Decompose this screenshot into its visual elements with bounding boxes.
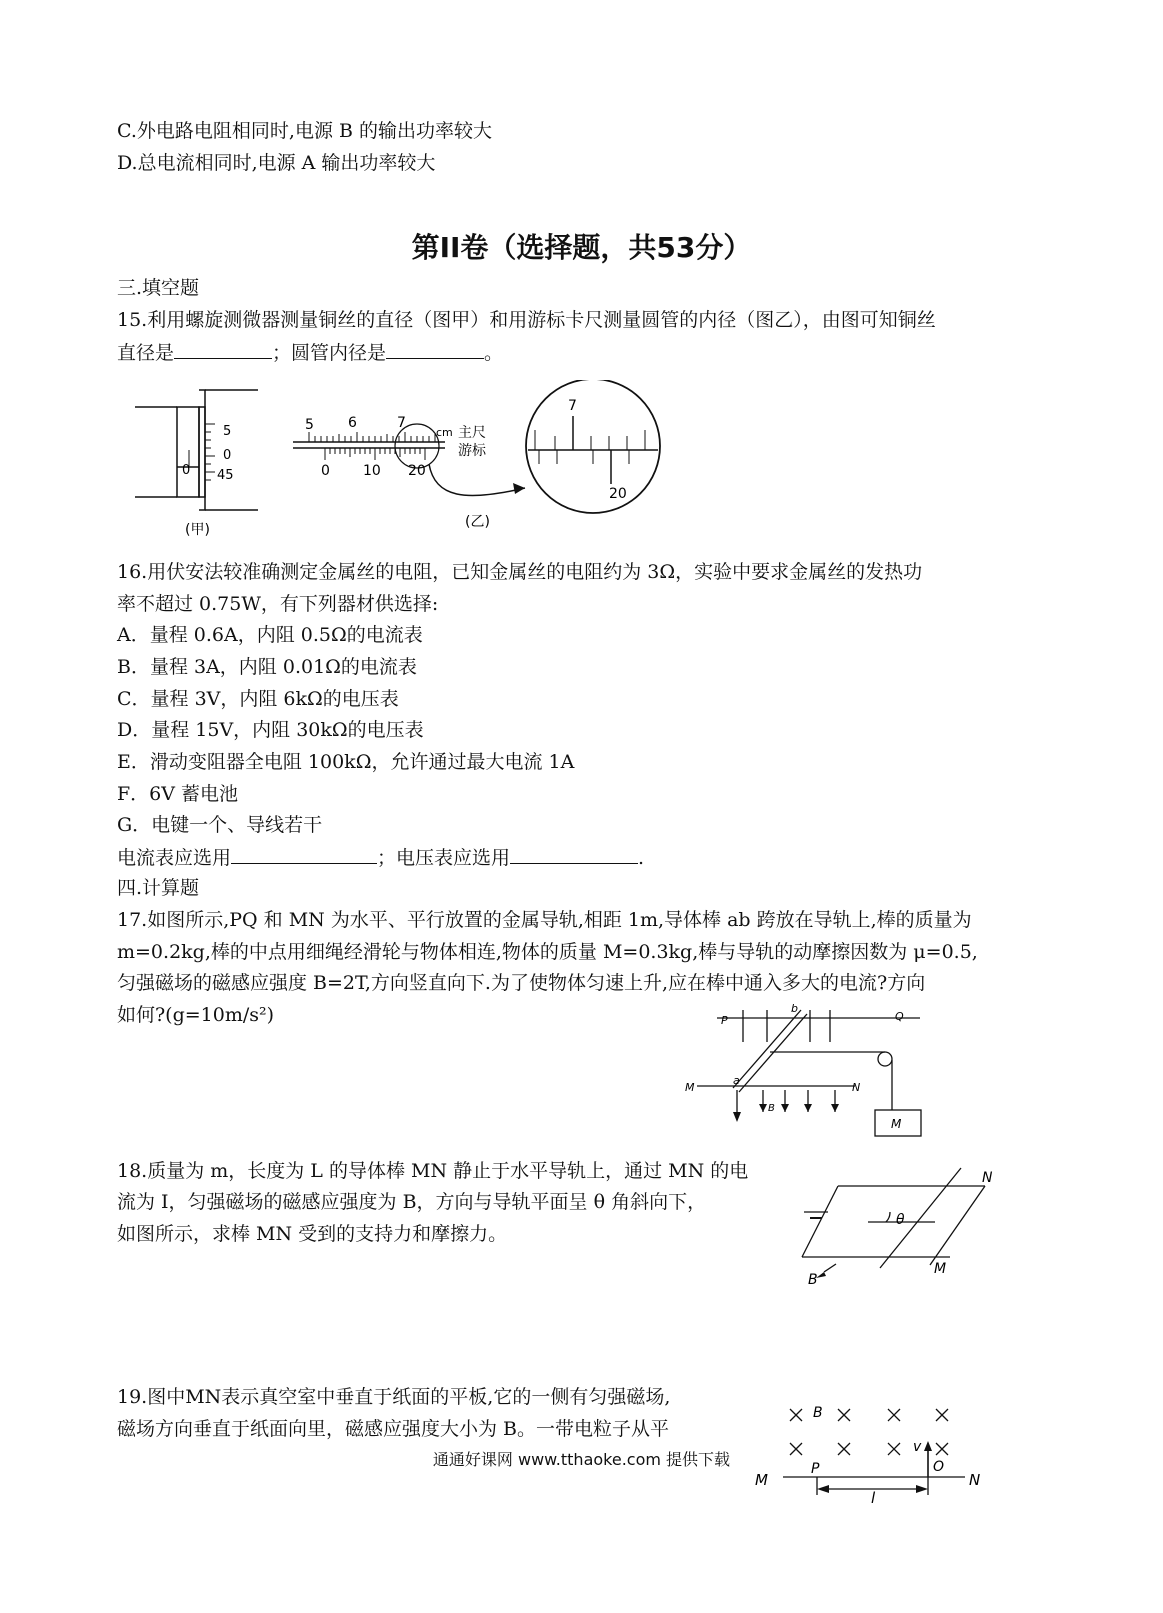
label-b: B	[808, 1272, 818, 1288]
q16-answer-line	[117, 845, 644, 870]
q16-blank-ammeter[interactable]	[231, 845, 377, 864]
part4-heading: 四.计算题	[117, 877, 200, 899]
q19-line1: 19.图中MN表示真空室中垂直于纸面的平板,它的一侧有匀强磁场,	[117, 1386, 671, 1408]
label-v: v	[913, 1439, 922, 1455]
q17-line3: 匀强磁场的磁感应强度 B=2T,方向竖直向下.为了使物体匀速上升,应在棒中通入多大的电流?方向	[117, 972, 926, 994]
micrometer-tick-45: 45	[217, 468, 234, 483]
q16-ans-text2: ；电压表应选用	[377, 847, 511, 869]
q18-line3: 如图所示，求棒 MN 受到的支持力和摩擦力。	[117, 1223, 508, 1245]
length-arrow-right-icon	[916, 1485, 928, 1493]
q18-line1: 18.质量为 m，长度为 L 的导体棒 MN 静止于水平导轨上，通过 MN 的电	[117, 1160, 749, 1182]
vernier-label: 游标	[458, 443, 486, 459]
q15-blank-inner-diameter[interactable]	[386, 340, 484, 359]
figure-17	[675, 1000, 935, 1140]
q17-line4: 如何?(g=10m/s²)	[117, 1004, 275, 1026]
q15-blank-diameter[interactable]	[174, 340, 272, 359]
label-m: M	[685, 1081, 695, 1094]
label-o: O	[933, 1459, 945, 1475]
q16-blank-voltmeter[interactable]	[510, 845, 638, 864]
micrometer-zero: 0	[182, 463, 191, 478]
q16-ans-text3: .	[638, 847, 645, 869]
main-scale-label: 主尺	[458, 425, 486, 441]
q16-option-d: D．量程 15V，内阻 30kΩ的电压表	[117, 719, 424, 741]
q16-option-b: B．量程 3A，内阻 0.01Ω的电流表	[117, 656, 417, 678]
micrometer-tick-5: 5	[223, 424, 232, 439]
q16-option-f: F．6V 蓄电池	[117, 783, 239, 805]
q15-line2	[117, 340, 503, 365]
micrometer-figure	[135, 390, 258, 510]
label-b: b	[791, 1002, 798, 1015]
main-scale-5: 5	[305, 417, 314, 433]
q15-text3: 。	[484, 342, 504, 364]
part3-heading: 三.填空题	[117, 277, 200, 299]
label-m: M	[934, 1261, 947, 1277]
arrow-icon	[513, 483, 525, 494]
page-footer: 通通好课网 www.tthaoke.com 提供下载	[432, 1450, 731, 1469]
q16-option-g: G．电键一个、导线若干	[117, 814, 323, 836]
label-jia: (甲)	[185, 522, 210, 538]
section-title: 第II卷（选择题，共53分）	[411, 231, 752, 264]
label-field-b: B	[768, 1103, 775, 1114]
vernier-10: 10	[363, 463, 381, 479]
q16-option-e: E．滑动变阻器全电阻 100kΩ，允许通过最大电流 1A	[117, 751, 575, 773]
q17-line1: 17.如图所示,PQ 和 MN 为水平、平行放置的金属导轨,相距 1m,导体棒 ab 跨放在导轨上,棒的质量为	[117, 909, 972, 931]
figure-15	[125, 380, 685, 540]
q16-ans-text1: 电流表应选用	[117, 847, 232, 869]
label-q: Q	[895, 1010, 904, 1023]
label-n: N	[852, 1081, 861, 1094]
label-m: M	[755, 1471, 768, 1489]
q16-line1: 16.用伏安法较准确测定金属丝的电阻，已知金属丝的电阻约为 3Ω，实验中要求金属丝的发热功	[117, 561, 923, 583]
label-mass: M	[891, 1117, 902, 1131]
vernier-20: 20	[408, 463, 426, 479]
q16-line2: 率不超过 0.75W，有下列器材供选择:	[117, 593, 439, 615]
unit-cm: cm	[436, 426, 453, 439]
label-p: P	[721, 1014, 728, 1027]
q15-line1: 15.利用螺旋测微器测量铜丝的直径（图甲）和用游标卡尺测量圆管的内径（图乙），由图可知铜丝	[117, 309, 936, 331]
zoom-main-7: 7	[568, 398, 577, 414]
label-a: a	[733, 1074, 740, 1087]
zoom-vernier-20: 20	[609, 486, 627, 502]
q16-option-a: A．量程 0.6A，内阻 0.5Ω的电流表	[117, 624, 423, 646]
field-arrows-icon	[733, 1104, 839, 1122]
option-c: C.外电路电阻相同时,电源 B 的输出功率较大	[117, 120, 492, 142]
label-l: l	[871, 1489, 876, 1507]
option-d: D.总电流相同时,电源 A 输出功率较大	[117, 152, 436, 174]
label-b: B	[813, 1405, 823, 1421]
main-scale-7: 7	[397, 415, 406, 431]
vernier-0: 0	[321, 463, 330, 479]
q15-text2: ；圆管内径是	[272, 342, 387, 364]
q15-text1: 直径是	[117, 342, 175, 364]
q16-option-c: C．量程 3V，内阻 6kΩ的电压表	[117, 688, 399, 710]
length-arrow-left-icon	[817, 1485, 829, 1493]
label-theta: θ	[896, 1212, 905, 1228]
label-n: N	[969, 1471, 981, 1489]
q18-line2: 流为 I，匀强磁场的磁感应强度为 B，方向与导轨平面呈 θ 角斜向下，	[117, 1191, 707, 1213]
label-yi: (乙)	[465, 514, 490, 530]
q17-line2: m=0.2kg,棒的中点用细绳经滑轮与物体相连,物体的质量 M=0.3kg,棒与导轨的动摩擦因数为 μ=0.5,	[117, 941, 978, 963]
label-p: P	[811, 1461, 820, 1477]
main-scale-6: 6	[348, 415, 357, 431]
micrometer-tick-0: 0	[223, 448, 232, 463]
figure-18	[790, 1160, 1020, 1295]
label-n: N	[982, 1170, 993, 1186]
q19-line2: 磁场方向垂直于纸面向里，磁感应强度大小为 B。一带电粒子从平	[117, 1418, 670, 1440]
